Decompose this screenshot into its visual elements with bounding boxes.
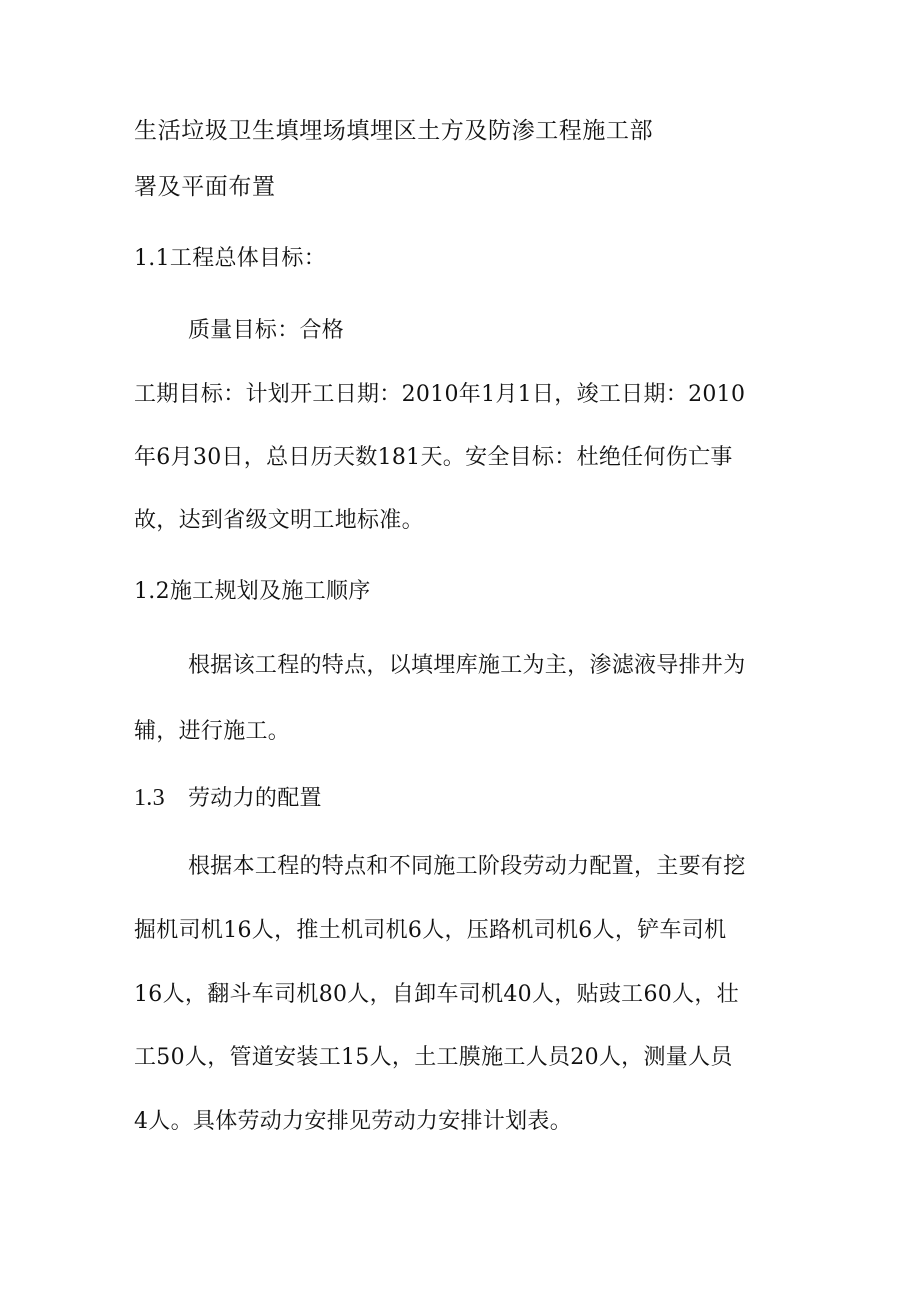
schedule-paragraph-line-3: 故，达到省级文明工地标准。 xyxy=(134,508,424,533)
document-title-line-1: 生活垃圾卫生填埋场填埋区土方及防渗工程施工部 xyxy=(134,118,654,144)
schedule-paragraph-line-1: 工期目标：计划开工日期：2010年1月1日，竣工日期：2010 xyxy=(134,382,746,407)
document-title-line-2: 署及平面布置 xyxy=(134,174,276,200)
section-title-1-3: 劳动力的配置 xyxy=(188,786,322,811)
labor-paragraph-line-4: 工50人，管道安装工15人，土工膜施工人员20人，测量人员 xyxy=(134,1045,733,1070)
schedule-paragraph-line-2: 年6月30日，总日历天数181天。安全目标：杜绝任何伤亡事 xyxy=(134,445,733,470)
planning-paragraph-line-2: 辅，进行施工。 xyxy=(134,719,291,744)
section-number-1-3: 1.3 xyxy=(134,785,165,811)
section-heading-1-1: 1.1工程总体目标： xyxy=(134,246,326,271)
labor-paragraph-line-3: 16人，翻斗车司机80人，自卸车司机40人，贴豉工60人，壮 xyxy=(134,982,739,1007)
labor-paragraph-line-5: 4人。具体劳动力安排见劳动力安排计划表。 xyxy=(134,1109,572,1134)
section-heading-1-3 xyxy=(134,783,322,814)
quality-target-paragraph: 质量目标：合格 xyxy=(188,318,345,343)
labor-paragraph-line-2: 掘机司机16人，推土机司机6人，压路机司机6人，铲车司机 xyxy=(134,918,727,943)
labor-paragraph-line-1: 根据本工程的特点和不同施工阶段劳动力配置，主要有挖 xyxy=(188,854,746,879)
section-heading-1-2: 1.2施工规划及施工顺序 xyxy=(134,579,371,604)
planning-paragraph-line-1: 根据该工程的特点，以填埋库施工为主，渗滤液导排井为 xyxy=(188,653,746,678)
